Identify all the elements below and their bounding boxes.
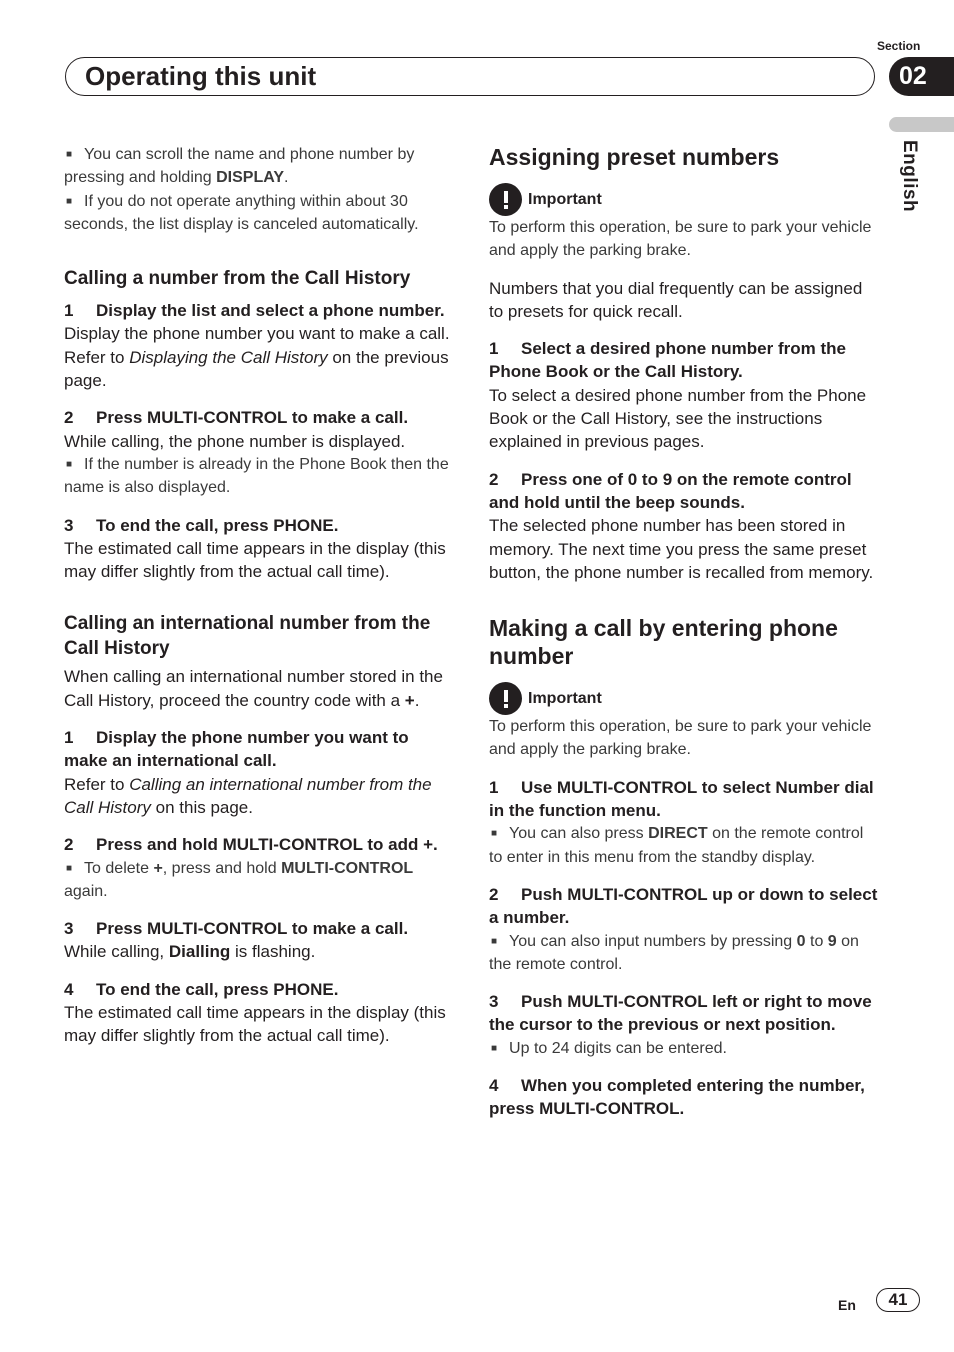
section-label: Section xyxy=(877,39,921,53)
important-icon xyxy=(489,682,522,715)
important-label: Important xyxy=(528,690,602,707)
page-number: 41 xyxy=(876,1288,920,1312)
important-text: To perform this operation, be sure to park your vehicle and apply the parking brake. xyxy=(489,718,872,759)
note-timeout: ■ If you do not operate anything within about 30 seconds, the list display is canceled automatically. xyxy=(64,190,454,237)
preset-step-1-text: To select a desired phone number from the Phone Book or the Call History, see the instructions explained in previous pages. xyxy=(489,385,867,452)
left-column xyxy=(64,143,454,1048)
step-1-text: Display the phone number you want to make a call. xyxy=(64,324,450,344)
international-intro: When calling an international number stored in the Call History, proceed the country code with a +. xyxy=(64,667,443,710)
dial-step-1-title: 1 Use MULTI-CONTROL to select Number dial in the function menu. xyxy=(489,777,874,821)
dial-step-3-title: 3 Push MULTI-CONTROL left or right to move the cursor to the previous or next position. xyxy=(489,992,872,1035)
intl-step-3-title: 3 Press MULTI-CONTROL to make a call. xyxy=(64,919,409,939)
intl-step-1-title: 1 Display the phone number you want to make an international call. xyxy=(64,728,409,771)
important-notice xyxy=(489,183,879,216)
step-1-title: 1 Display the list and select a phone number. xyxy=(64,301,445,321)
right-column xyxy=(489,143,879,1121)
language-label: English xyxy=(899,140,920,213)
important-text: To perform this operation, be sure to park your vehicle and apply the parking brake. xyxy=(489,219,872,260)
section-heading-making-call: Making a call by entering phone number xyxy=(489,615,838,670)
note-scroll: ■ You can scroll the name and phone number by pressing and holding DISPLAY. xyxy=(64,143,454,190)
step-3-title: 3 To end the call, press PHONE. xyxy=(64,515,339,535)
preset-step-1-title: 1 Select a desired phone number from the Phone Book or the Call History. xyxy=(489,339,846,382)
step-2-note: ■ If the number is already in the Phone Book then the name is also displayed. xyxy=(64,453,454,500)
section-heading-call-history: Calling a number from the Call History xyxy=(64,268,411,290)
language-tab xyxy=(889,117,954,132)
dial-step-2-note: ■ You can also input numbers by pressing 0 to 9 on the remote control. xyxy=(489,930,879,977)
intl-step-4-title: 4 To end the call, press PHONE. xyxy=(64,979,339,999)
language-code: En xyxy=(838,1297,856,1313)
section-heading-international: Calling an international number from the Call History xyxy=(64,613,431,660)
step-2-text: While calling, the phone number is displayed. xyxy=(64,431,406,451)
step-3-text: The estimated call time appears in the display (this may differ slightly from the actual call time). xyxy=(64,538,446,582)
important-notice xyxy=(489,682,879,715)
page-title: Operating this unit xyxy=(85,61,317,91)
intl-step-3-text: While calling, Dialling is flashing. xyxy=(64,942,316,962)
section-number-badge: 02 xyxy=(889,57,954,96)
intl-step-1-reference: Refer to Calling an international number from the Call History on this page. xyxy=(64,774,432,817)
dial-step-1-note: ■ You can also press DIRECT on the remote control to enter in this menu from the standby display. xyxy=(489,822,879,869)
preset-step-2-text: The selected phone number has been stored in memory. The next time you press the same preset button, the phone number is recalled from memory. xyxy=(489,516,874,582)
step-1-reference: Refer to Displaying the Call History on the previous page. xyxy=(64,347,449,391)
dial-step-4-title: 4 When you completed entering the number, press MULTI-CONTROL. xyxy=(489,1076,865,1119)
dial-step-3-note: ■ Up to 24 digits can be entered. xyxy=(489,1037,879,1060)
section-heading-preset: Assigning preset numbers xyxy=(489,144,780,170)
preset-intro: Numbers that you dial frequently can be assigned to presets for quick recall. xyxy=(489,278,863,321)
intl-step-4-text: The estimated call time appears in the display (this may differ slightly from the actual call time). xyxy=(64,1003,446,1046)
preset-step-2-title: 2 Press one of 0 to 9 on the remote control and hold until the beep sounds. xyxy=(489,469,852,512)
intl-step-2-title: 2 Press and hold MULTI-CONTROL to add +. xyxy=(64,835,438,855)
important-icon xyxy=(489,183,522,216)
important-label: Important xyxy=(528,190,602,208)
intl-step-2-note: ■ To delete +, press and hold MULTI-CONTROL again. xyxy=(64,857,454,904)
dial-step-2-title: 2 Push MULTI-CONTROL up or down to select a number. xyxy=(489,884,878,928)
step-2-title: 2 Press MULTI-CONTROL to make a call. xyxy=(64,408,409,428)
